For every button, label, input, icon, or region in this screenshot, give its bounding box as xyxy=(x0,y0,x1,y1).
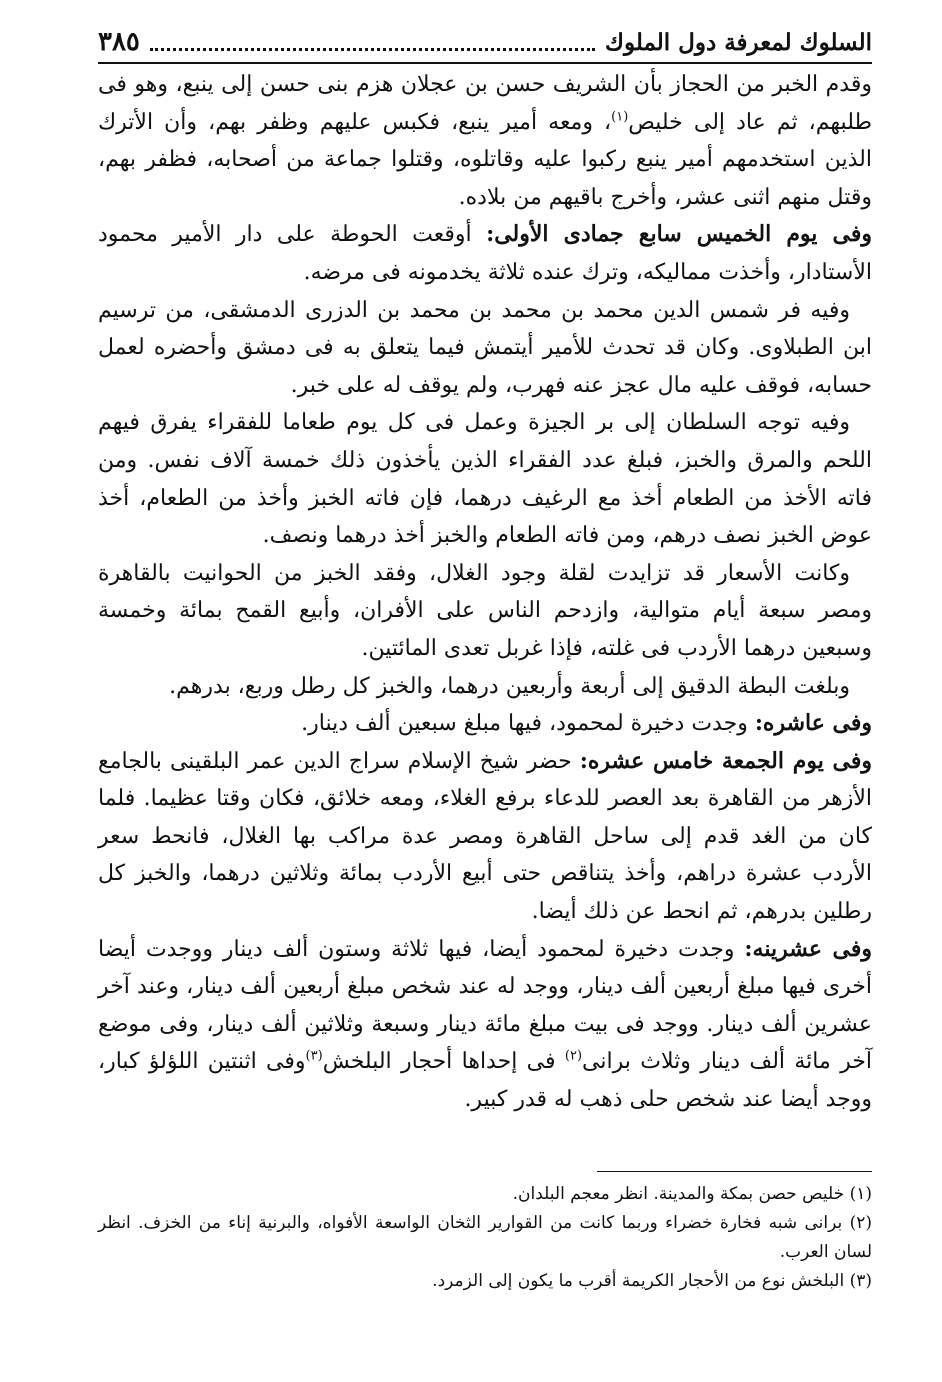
footnote: (٢) برانى شبه فخارة خضراء وربما كانت من القوارير الثخان الواسعة الأفواه، والبرنية إناء من الخزف. انظر لسان العرب. xyxy=(98,1213,872,1262)
paragraph-text: وكانت الأسعار قد تزايدت لقلة وجود الغلال، وفقد الخبز من الحوانيت بالقاهرة ومصر سبعة أيام متوالية، وازدحم الناس على الأفران، وأبيع القمح بمائة وخمسة وسبعين درهما الأردب فى غلته، فإذا غربل تعدى المائتين. xyxy=(98,560,872,661)
paragraph-text: وبلغت البطة الدقيق إلى أربعة وأربعين درهما، والخبز كل رطل وربع، بدرهم. xyxy=(169,673,850,699)
paragraph-text: فى إحداها أحجار البلخش xyxy=(322,1049,565,1075)
paragraph xyxy=(98,931,872,1119)
paragraph-text: وفى اثنتين اللؤلؤ كبار، ووجد أيضا عند شخص حلى ذهب له قدر كبير. xyxy=(98,1049,872,1113)
main-text xyxy=(98,66,872,1119)
footnote-divider xyxy=(597,1171,872,1172)
paragraph-text: وفيه توجه السلطان إلى بر الجيزة وعمل فى كل يوم طعاما للفقراء يفرق فيهم اللحم والمرق والخبز، فبلغ عدد الفقراء الذين يأخذون ذلك خمسة آلاف نفس. ومن فاته الأخذ من الطعام أخذ مع الرغيف درهما، فإن فاته الخبز وأخذ من الطعام، أخذ عوض الخبز نصف درهم، ومن فاته الطعام والخبز أخذ درهما ونصف. xyxy=(98,410,872,549)
paragraph-text: أوقعت الحوطة على دار الأمير محمود الأستادار، وأخذت مماليكه، وترك عنده ثلاثة يخدمونه فى مرضه. xyxy=(98,222,872,285)
paragraph xyxy=(98,66,872,216)
paragraph-text: حضر شيخ الإسلام سراج الدين عمر البلقينى بالجامع الأزهر من القاهرة بعد العصر للدعاء برفع الغلاء، ومعه خلائق، فكان وقتا عظيما. فلما كان من الغد قدم إلى ساحل القاهرة ومصر عدة مراكب بها الغلال، فانحط سعر الأردب عشرة دراهم، وأخذ يتناقص حتى أبيع الأردب بمائة وثلاثين درهما، والخبز كل رطلين بدرهم، ثم انحط عن ذلك أيضا. xyxy=(98,748,872,925)
paragraph-lead: وفى عاشره: xyxy=(754,710,872,737)
paragraph xyxy=(98,292,872,405)
paragraph-text: ، ومعه أمير ينبع، فكبس عليهم وظفر بهم، وأن الأترك الذين استخدمهم أمير ينبع ركبوا عليه وقاتلوه، وقتلوا جماعة من أصحابه، فظفر بهم، وقتل منهم اثنى عشر، وأخرج باقيهم من بلاده. xyxy=(98,109,872,210)
paragraph xyxy=(98,555,872,668)
footnote-ref[interactable]: (٣) xyxy=(305,1049,323,1065)
footnote: (٣) البلخش نوع من الأحجار الكريمة أقرب ما يكون إلى الزمرد. xyxy=(432,1271,872,1291)
footnote-ref[interactable]: (١) xyxy=(611,109,629,125)
running-title: السلوك لمعرفة دول الملوك xyxy=(604,28,872,56)
footnote: (١) خليص حصن بمكة والمدينة. انظر معجم البلدان. xyxy=(512,1184,872,1204)
page-number: ٣٨٥ xyxy=(98,27,140,57)
paragraph-text: وقدم الخبر من الحجاز بأن الشريف حسن بن عجلان هزم بنى حسن إلى ينبع، وهو فى طلبهم، ثم عاد إلى خليص xyxy=(98,72,872,135)
paragraph-lead: وفى يوم الخميس سابع جمادى الأولى: xyxy=(486,221,872,248)
header-dot-leader xyxy=(150,34,595,51)
paragraph-text: وفيه فر شمس الدين محمد بن محمد بن محمد بن الدزرى الدمشقى، من ترسيم ابن الطبلاوى. وكان قد تحدث للأمير أيتمش فيما يتعلق به فى دمشق وأحضره لعمل حسابه، فوقف عليه مال عجز عنه فهرب، ولم يوقف له على خبر. xyxy=(98,297,872,398)
paragraph xyxy=(98,668,872,706)
paragraph-text: وجدت دخيرة لمحمود أيضا، فيها ثلاثة وستون ألف دينار ووجدت أيضا أخرى فيها مبلغ أربعين ألف دينار، ووجد له عند شخص مبلغ أربعين ألف دينار، وعند آخر عشرين ألف دينار. ووجد فى بيت مبلغ مائة دينار وسبعة وثلاثين ألف دينار، وفى موضع آخر مائة ألف دينار وثلاث برانى xyxy=(98,936,873,1075)
paragraph xyxy=(98,216,872,291)
paragraph-text: وجدت دخيرة لمحمود، فيها مبلغ سبعين ألف دينار. xyxy=(301,711,755,737)
footnote-ref[interactable]: (٢) xyxy=(564,1049,583,1065)
running-header xyxy=(98,22,872,64)
footnotes xyxy=(98,1180,872,1296)
paragraph-lead: وفى يوم الجمعة خامس عشره: xyxy=(579,747,872,774)
paragraph-lead: وفى عشرينه: xyxy=(744,935,872,962)
paragraph xyxy=(98,404,872,554)
paragraph xyxy=(98,743,872,931)
paragraph xyxy=(98,705,872,743)
